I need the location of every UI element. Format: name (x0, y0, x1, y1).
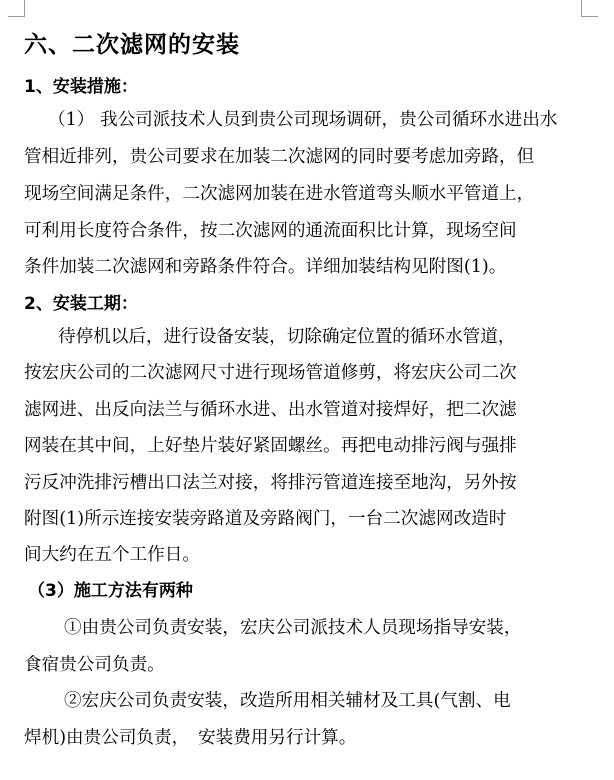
subsection-title-methods: （3）施工方法有两种 (28, 581, 193, 601)
paragraph-line: 食宿贵公司负责。 (24, 655, 165, 675)
paragraph-line: 管相近排列，贵公司要求在加装二次滤网的同时要考虑加旁路，但 (24, 147, 535, 167)
paragraph-line: 按宏庆公司的二次滤网尺寸进行现场管道修剪，将宏庆公司二次 (24, 363, 517, 383)
margin-corner-mark-right (581, 0, 598, 17)
paragraph-line: 网装在其中间，上好垫片装好紧固螺丝。再把电动排污阀与强排 (24, 436, 517, 456)
paragraph-line: ①由贵公司负责安装，宏庆公司派技术人员现场指导安装， (64, 618, 522, 638)
paragraph-line: 可利用长度符合条件，按二次滤网的通流面积比计算，现场空间 (24, 221, 517, 241)
paragraph-line: 间大约在五个工作日。 (24, 545, 200, 565)
paragraph-line: 附图(1)所示连接安装旁路道及旁路阀门，一台二次滤网改造时 (24, 509, 507, 529)
paragraph-line: 待停机以后，进行设备安装，切除确定位置的循环水管道， (58, 327, 516, 347)
paragraph-line: （1） 我公司派技术人员到贵公司现场调研，贵公司循环水进出水 (48, 110, 558, 130)
section-heading: 六、二次滤网的安装 (24, 32, 240, 58)
paragraph-line: 滤网进、出反向法兰与循环水进、出水管道对接焊好，把二次滤 (24, 400, 517, 420)
margin-corner-mark-left (8, 0, 25, 17)
subsection-title-schedule: 2、安装工期： (24, 294, 138, 314)
paragraph-line: ②宏庆公司负责安装，改造所用相关辅材及工具(气割、电 (64, 691, 511, 711)
paragraph-line: 污反冲洗排污槽出口法兰对接，将排污管道连接至地沟，另外按 (24, 473, 517, 493)
paragraph-line: 焊机)由贵公司负责， 安装费用另行计算。 (24, 728, 357, 748)
paragraph-line: 现场空间满足条件，二次滤网加装在进水管道弯头顺水平管道上， (24, 184, 535, 204)
subsection-title-measures: 1、安装措施： (24, 77, 138, 97)
paragraph-line: 条件加装二次滤网和旁路条件符合。详细加装结构见附图(1)。 (24, 257, 507, 277)
